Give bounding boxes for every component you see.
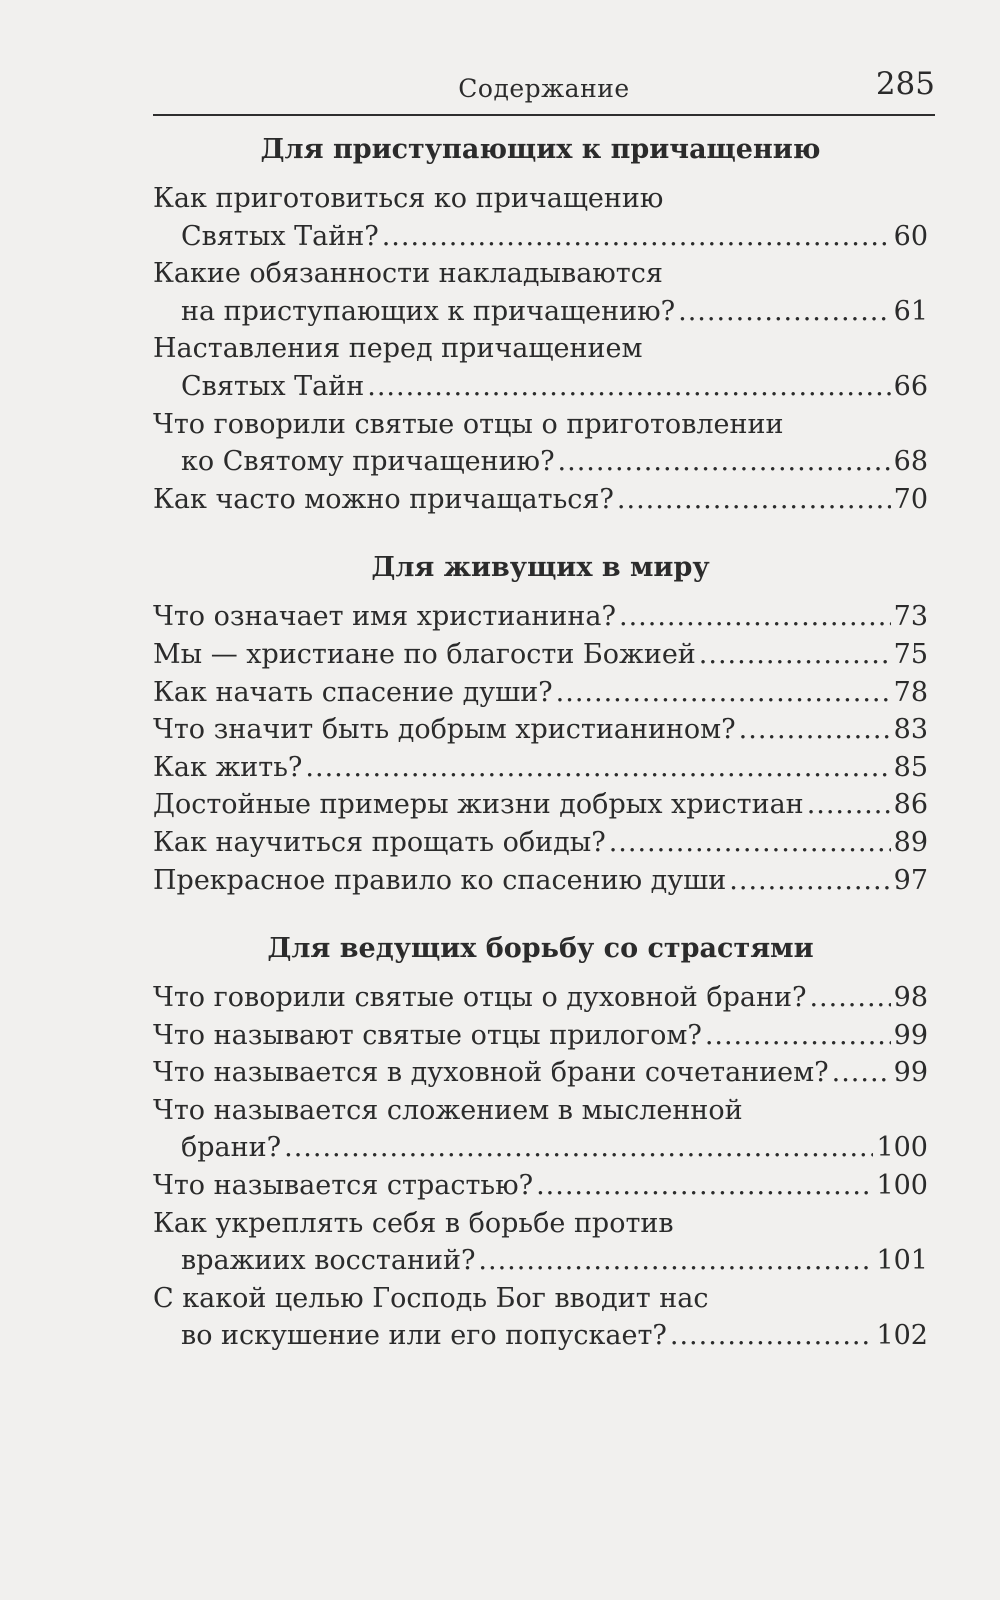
dot-leader [729, 862, 890, 900]
entry-page-number: 102 [876, 1320, 928, 1352]
toc-entry [153, 786, 928, 824]
entry-page-number: 100 [876, 1132, 928, 1164]
toc-section [153, 552, 928, 899]
entry-page-number: 75 [893, 638, 928, 670]
table-of-contents [153, 126, 928, 1389]
entry-page-number: 78 [893, 676, 928, 708]
entry-title-line: Что называется сложением в мысленной [153, 1094, 743, 1126]
entry-title-line: С какой целью Господь Бог вводит нас [153, 1282, 709, 1314]
entry-title-text: Как часто можно причащаться? [153, 483, 614, 515]
entry-last-line [153, 786, 928, 824]
toc-entry [153, 330, 928, 405]
toc-entry [153, 1092, 928, 1167]
toc-entry [153, 862, 928, 900]
entry-list [153, 979, 928, 1355]
section-title: Для живущих в миру [371, 552, 710, 584]
entry-title-text: брани? [181, 1132, 282, 1164]
entry-page-number: 60 [893, 220, 928, 252]
toc-entry [153, 1017, 928, 1055]
entry-page-number: 86 [893, 789, 928, 821]
toc-entry [153, 1205, 928, 1280]
entry-last-line [153, 749, 928, 787]
dot-leader [367, 368, 890, 406]
entry-list [153, 598, 928, 899]
entry-page-number: 70 [893, 483, 928, 515]
entry-title-text: вражиих восстаний? [181, 1245, 476, 1277]
entry-last-line [153, 824, 928, 862]
entry-last-line [153, 1167, 928, 1205]
entry-page-number: 68 [893, 446, 928, 478]
entry-page-number: 99 [893, 1019, 928, 1051]
dot-leader [705, 1017, 891, 1055]
dot-leader [832, 1054, 891, 1092]
entry-last-line [153, 481, 928, 519]
entry-title-line: Наставления перед причащением [153, 333, 643, 365]
dot-leader [558, 443, 891, 481]
section-title: Для ведущих борьбу со страстями [267, 933, 814, 965]
toc-entry [153, 824, 928, 862]
entry-title-text: на приступающих к причащению? [181, 295, 676, 327]
entry-page-number: 61 [893, 295, 928, 327]
entry-title-text: Мы — христиане по благости Божией [153, 638, 696, 670]
toc-entry [153, 1167, 928, 1205]
entry-title-text: Как начать спасение души? [153, 676, 553, 708]
toc-entry [153, 1280, 928, 1355]
dot-leader [670, 1317, 874, 1355]
entry-title-text: Что называется страстью? [153, 1170, 534, 1202]
dot-leader [609, 824, 891, 862]
dot-leader [619, 598, 891, 636]
entry-last-line [153, 711, 928, 749]
dot-leader [536, 1167, 873, 1205]
toc-entry [153, 749, 928, 787]
entry-page-number: 89 [893, 826, 928, 858]
entry-page-number: 83 [893, 714, 928, 746]
entry-title-line: Как укреплять себя в борьбе против [153, 1207, 674, 1239]
entry-page-number: 73 [893, 601, 928, 633]
entry-last-line [153, 293, 928, 331]
dot-leader [699, 636, 891, 674]
dot-leader [478, 1242, 873, 1280]
toc-entry [153, 406, 928, 481]
entry-title-line: Какие обязанности накладываются [153, 258, 663, 290]
entry-title-text: Что называется в духовной брани сочетанием? [153, 1057, 829, 1089]
dot-leader [678, 293, 891, 331]
entry-title-text: Как научиться прощать обиды? [153, 826, 606, 858]
entry-page-number: 100 [876, 1170, 928, 1202]
dot-leader [382, 218, 891, 256]
dot-leader [305, 749, 890, 787]
dot-leader [807, 786, 891, 824]
entry-page-number: 99 [893, 1057, 928, 1089]
toc-section [153, 134, 928, 518]
dot-leader [739, 711, 891, 749]
entry-title-text: Святых Тайн [181, 370, 365, 402]
entry-last-line [153, 1242, 928, 1280]
entry-last-line [153, 1017, 928, 1055]
toc-entry [153, 711, 928, 749]
entry-title-line: Как приготовиться ко причащению [153, 183, 664, 214]
entry-title-text: Что значит быть добрым христианином? [153, 714, 736, 746]
entry-last-line [153, 674, 928, 712]
section-title: Для приступающих к причащению [260, 134, 821, 165]
entry-last-line [153, 598, 928, 636]
toc-entry [153, 674, 928, 712]
entry-page-number: 85 [893, 751, 928, 783]
dot-leader [809, 979, 890, 1017]
running-head-title: Содержание [458, 74, 630, 103]
entry-last-line [153, 636, 928, 674]
dot-leader [617, 481, 891, 519]
entry-list [153, 180, 928, 518]
toc-entry [153, 180, 928, 255]
entry-title-text: ко Святому причащению? [181, 446, 555, 478]
running-head [153, 66, 935, 116]
toc-entry [153, 1054, 928, 1092]
entry-page-number: 66 [893, 370, 928, 402]
toc-entry [153, 481, 928, 519]
toc-entry [153, 636, 928, 674]
entry-last-line [153, 1129, 928, 1167]
entry-last-line [153, 368, 928, 406]
toc-entry [153, 979, 928, 1017]
entry-last-line [153, 1054, 928, 1092]
entry-title-text: Прекрасное правило ко спасению души [153, 864, 727, 896]
entry-title-text: Что называют святые отцы прилогом? [153, 1019, 702, 1051]
entry-last-line [153, 218, 928, 256]
entry-title-text: Достойные примеры жизни добрых христиан [153, 789, 804, 821]
entry-title-line: Что говорили святые отцы о приготовлении [153, 408, 784, 440]
entry-title-text: Что говорили святые отцы о духовной брани? [153, 982, 807, 1014]
entry-title-text: Как жить? [153, 751, 303, 783]
dot-leader [556, 674, 891, 712]
entry-last-line [153, 1317, 928, 1355]
dot-leader [284, 1129, 873, 1167]
entry-last-line [153, 979, 928, 1017]
entry-last-line [153, 862, 928, 900]
entry-page-number: 101 [876, 1245, 928, 1277]
entry-last-line [153, 443, 928, 481]
entry-title-text: Святых Тайн? [181, 220, 379, 252]
entry-title-text: во искушение или его попускает? [181, 1320, 667, 1352]
entry-title-text: Что означает имя христианина? [153, 601, 616, 633]
entry-page-number: 98 [893, 982, 928, 1014]
toc-entry [153, 255, 928, 330]
toc-entry [153, 598, 928, 636]
page-number: 285 [875, 66, 935, 102]
entry-page-number: 97 [893, 864, 928, 896]
toc-section [153, 933, 928, 1355]
